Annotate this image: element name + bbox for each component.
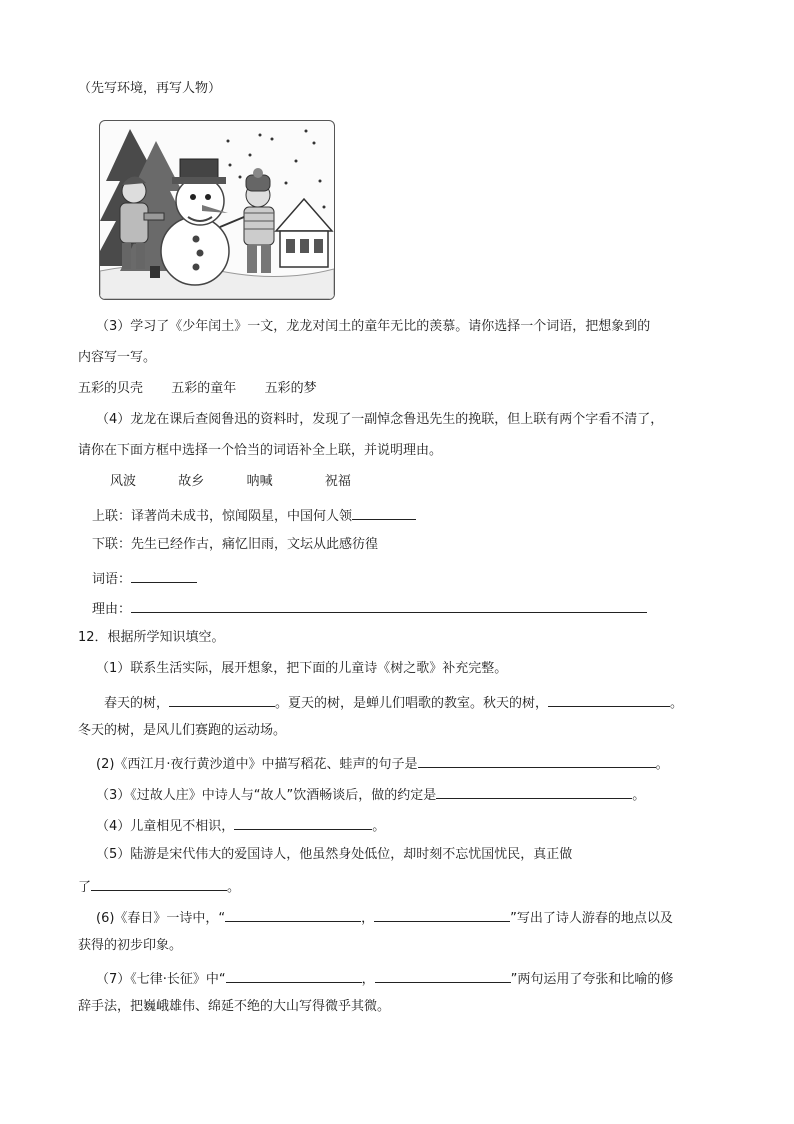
q12-part2-blank[interactable] <box>418 753 656 768</box>
q12-part5-line2: 了 。 <box>78 876 240 897</box>
word-fengbo: 风波 <box>110 474 137 489</box>
snowman-scene-image <box>100 121 334 299</box>
q11-part3-line2: 内容写一写。 <box>78 350 157 365</box>
q12-part7-blank-2[interactable] <box>375 968 511 983</box>
q12-part6-blank-2[interactable] <box>374 907 510 922</box>
q12-part6-line2: 获得的初步印象。 <box>78 938 183 953</box>
option-colorful-shells: 五彩的贝壳 <box>78 381 144 396</box>
q12-part5-blank[interactable] <box>91 876 227 891</box>
lower-couplet: 下联：先生已经作古，痛忆旧雨，文坛从此感彷徨 <box>92 537 379 552</box>
reason-answer-row: 理由： <box>92 598 647 619</box>
q12-title: 12．根据所学知识填空。 <box>78 630 225 645</box>
word-nahan: 呐喊 <box>246 474 273 489</box>
q12-part1-winter: 冬天的树，是风儿们赛跑的运动场。 <box>78 723 287 738</box>
autumn-tree-blank[interactable] <box>548 692 670 707</box>
spring-tree-blank[interactable] <box>169 692 275 707</box>
word-zhufu: 祝福 <box>324 474 351 489</box>
q12-part3-blank[interactable] <box>436 784 632 799</box>
word-answer-blank[interactable] <box>131 568 197 583</box>
q12-part4-blank[interactable] <box>234 815 372 830</box>
option-list <box>78 380 317 398</box>
q11-part4-line1: （4）龙龙在课后查阅鲁迅的资料时，发现了一副悼念鲁迅先生的挽联，但上联有两个字看不清了， <box>96 412 664 427</box>
q12-part7-line2: 辞手法，把巍峨雄伟、绵延不绝的大山写得微乎其微。 <box>78 999 391 1014</box>
upper-couplet: 上联：译著尚未成书，惊闻陨星，中国何人领 <box>92 505 416 526</box>
upper-couplet-blank[interactable] <box>352 505 416 520</box>
q11-part4-line2: 请你在下面方框中选择一个恰当的词语补全上联，并说明理由。 <box>78 443 443 458</box>
reason-answer-blank[interactable] <box>131 598 647 613</box>
option-colorful-childhood: 五彩的童年 <box>171 381 237 396</box>
snowman-illustration <box>99 120 335 300</box>
instruction-note: （先写环境，再写人物） <box>78 81 222 96</box>
q12-part1-poem-line: 春天的树， 。夏天的树，是蝉儿们唱歌的教室。秋天的树， 。 <box>104 692 683 713</box>
q11-part3-line1: （3）学习了《少年闰土》一文，龙龙对闰土的童年无比的羡慕。请你选择一个词语，把想象到的 <box>96 319 651 334</box>
q12-part6-line1: (6)《春日》一诗中，“ ， ”写出了诗人游春的地点以及 <box>96 907 673 928</box>
q12-part4: （4）儿童相见不相识， 。 <box>96 815 385 836</box>
q12-part3: （3）《过故人庄》中诗人与“故人”饮酒畅谈后，做的约定是 。 <box>96 784 645 805</box>
q12-part2: (2)《西江月·夜行黄沙道中》中描写稻花、蛙声的句子是 。 <box>96 753 669 774</box>
word-answer-row: 词语： <box>92 568 197 589</box>
q12-part7-line1: （7）《七律·长征》中“ ， ”两句运用了夸张和比喻的修 <box>96 968 673 989</box>
q12-part7-blank-1[interactable] <box>226 968 362 983</box>
q12-part6-blank-1[interactable] <box>225 907 361 922</box>
option-colorful-dream: 五彩的梦 <box>264 381 317 396</box>
word-guxiang: 故乡 <box>178 474 205 489</box>
q12-part1-line1: （1）联系生活实际，展开想象，把下面的儿童诗《树之歌》补充完整。 <box>96 661 508 676</box>
word-options <box>110 473 351 491</box>
q12-part5-line1: （5）陆游是宋代伟大的爱国诗人，他虽然身处低位，却时刻不忘忧国忧民，真正做 <box>96 847 573 862</box>
